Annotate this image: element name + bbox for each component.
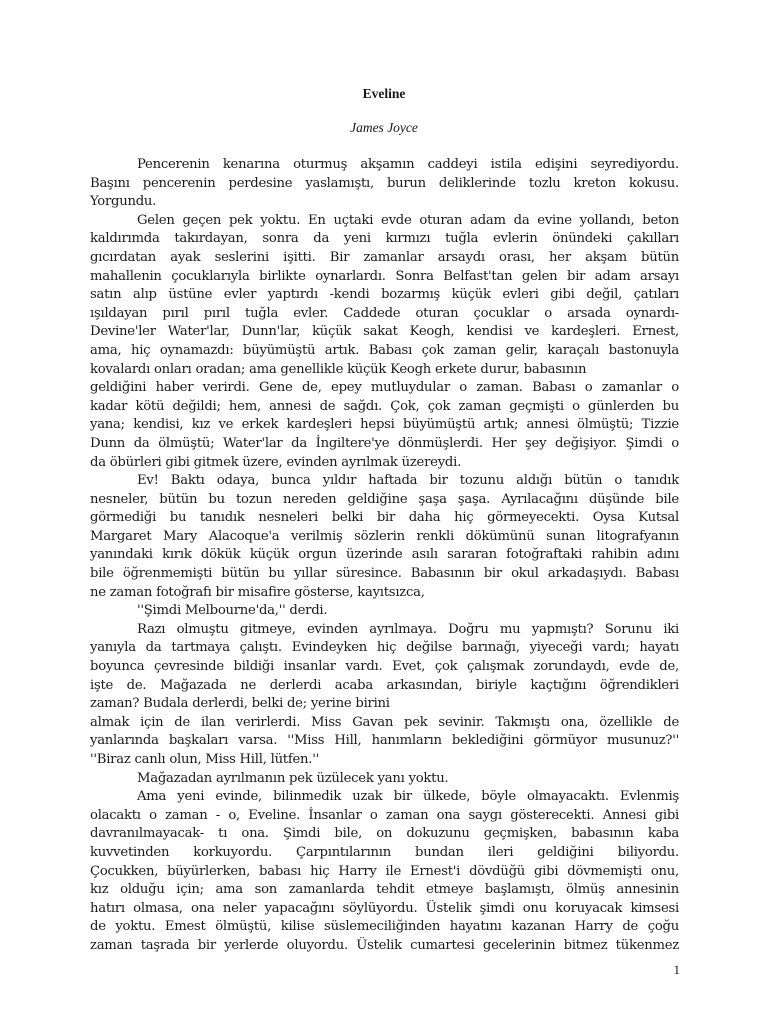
text-line: Yorgundu. (90, 194, 157, 210)
text-line: gıcırdatan ayak seslerini işitti. Bir zamanlar arsaydı orası, her akşam bütün (90, 249, 679, 265)
text-line: Başını pencerenin perdesine yaslamıştı, burun deliklerinde tozlu kreton kokusu. (90, 175, 679, 191)
text-line: almak için de ilan verirlerdi. Miss Gavan pek sevinir. Takmıştı ona, özellikle de (90, 714, 679, 730)
text-line: boyunca çevresinde bildiği insanlar vardı. Evet, çok çalışmak zorundaydı, evde de, (90, 659, 679, 675)
text-line: Mağazadan ayrılmanın pek üzülecek yanı yoktu. (137, 770, 449, 786)
text-line: da öbürleri gibi gitmek üzere, evinden ayrılmak üzereydi. (90, 454, 462, 470)
text-line: bile öğrenmemişti bütün bu yıllar süresince. Babasının bir okul arkadaşıydı. Babası (90, 566, 679, 582)
text-line: kaldırımda takırdayan, sonra da yeni kırmızı tuğla evlerin önündeki çakılları (90, 231, 679, 247)
text-line: ne zaman fotoğrafı bir misafire gösterse, kayıtsızca, (90, 584, 425, 600)
text-line: davranılmayacak- tı ona. Şimdi bile, on dokuzunu geçmişken, babasının kaba (90, 826, 679, 842)
text-line: görmediği bu tanıdık nesneleri belki bir daha hiç görmeyecekti. Oysa Kutsal (90, 510, 679, 526)
text-line: yanıyla da tartmaya çalıştı. Evindeyken hiç değilse barınağı, yiyeceği vardı; hayatı (90, 640, 679, 656)
story-body (90, 156, 679, 956)
text-line: Razı olmuştu gitmeye, evinden ayrılmaya. Doğru mu yapmıştı? Sorunu iki (137, 621, 679, 637)
text-line: hatırı olmasa, ona neler yapacağını söylüyordu. Üstelik şimdi onu koruyacak kimsesi (90, 900, 679, 916)
text-line: işte de. Mağazada ne derlerdi acaba arkasından, biriyle kaçtığını öğrendikleri (90, 677, 679, 693)
text-line: Gelen geçen pek yoktu. En uçtaki evde oturan adam da evine yollandı, beton (137, 212, 679, 228)
page-number: 1 (673, 962, 680, 977)
story-author: James Joyce (350, 120, 418, 135)
text-line: ''Şimdi Melbourne'da,'' derdi. (137, 603, 328, 619)
text-line: ışıldayan pırıl pırıl tuğla evler. Caddede oturan çocuklar o arsada oynardı- (90, 305, 679, 321)
text-line: Pencerenin kenarına oturmuş akşamın caddeyi istila edişini seyrediyordu. (137, 157, 679, 172)
text-line: Devine'ler Water'lar, Dunn'lar, küçük sakat Keogh, kendisi ve kardeşleri. Ernest, (90, 324, 679, 340)
text-line: yana; kendisi, kız ve erkek kardeşleri hepsi büyümüştü artık; annesi ölmüştü; Tizzie (90, 417, 679, 433)
text-line: ama, hiç oynamazdı: büyümüştü artık. Babası çok zaman gelir, karaçalı bastonuyla (90, 342, 679, 358)
text-line: kız olduğu için; ama son zamanlarda tehdit etmeye başlamıştı, ölmüş annesinin (90, 882, 679, 898)
text-line: Çocukken, büyürlerken, babası hiç Harry ile Ernest'i dövdüğü gibi dövmemişti onu, (90, 863, 679, 879)
text-line: kuvvetinden korkuyordu. Çarpıntılarının bundan ileri geldiğini biliyordu. (90, 844, 679, 860)
text-line: Ama yeni evinde, bilinmedik uzak bir ülkede, böyle olmayacaktı. Evlenmiş (137, 789, 679, 805)
text-line: de yoktu. Emest ölmüştü, kilise süslemeciliğinden hayatını kazanan Harry de çoğu (90, 919, 679, 935)
text-line: geldiğini haber verirdi. Gene de, epey mutluydular o zaman. Babası o zamanlar o (90, 380, 679, 396)
text-line: zaman taşrada bir yerlerde oluyordu. Üstelik cumartesi gecelerinin bitmez tükenmez (90, 937, 679, 953)
text-line: kovalardı onları oradan; ama genellikle küçük Keogh erkete durur, babasının (90, 361, 587, 377)
text-line: Dunn da ölmüştü; Water'lar da İngiltere'ye dönmüşlerdi. Her şey değişiyor. Şimdi o (90, 435, 679, 451)
text-line: nesneler, bütün bu tozun nereden geldiğine şaşa şaşa. Ayrılacağını düşünde bile (90, 491, 679, 507)
text-line: yanlarında başkaları varsa. ''Miss Hill, hanımların beklediğini görmüyor musunuz?'' (90, 733, 679, 749)
text-line: mahallenin çocuklarıyla birlikte oynarlardı. Sonra Belfast'tan gelen bir adam arsayı (90, 268, 679, 284)
text-line: satın alıp üstüne evler yaptırdı -kendi bozarmış küçük evleri gibi değil, çatıları (90, 287, 679, 303)
text-line: Margaret Mary Alacoque'a verilmiş sözlerin renkli dökümünü sunan litografyanın (90, 528, 679, 544)
text-line: olacaktı o zaman - o, Eveline. İnsanlar o zaman ona saygı gösterecekti. Annesi gibi (90, 807, 679, 823)
story-title: Eveline (362, 86, 406, 101)
text-line: ''Biraz canlı olun, Miss Hill, lütfen.'' (90, 752, 319, 767)
text-line: kadar kötü değildi; hem, annesi de sağdı. Çok, çok zaman geçmişti o günlerden bu (90, 398, 679, 414)
text-line: zaman? Budala derlerdi, belki de; yerine birini (90, 696, 390, 712)
text-line: Ev! Baktı odaya, bunca yıldır haftada bir tozunu aldığı bütün o tanıdık (137, 473, 679, 489)
text-line: yanındaki kırık dökük küçük orgun üzerinde asılı sararan fotoğraftaki rahibin adını (90, 547, 679, 563)
